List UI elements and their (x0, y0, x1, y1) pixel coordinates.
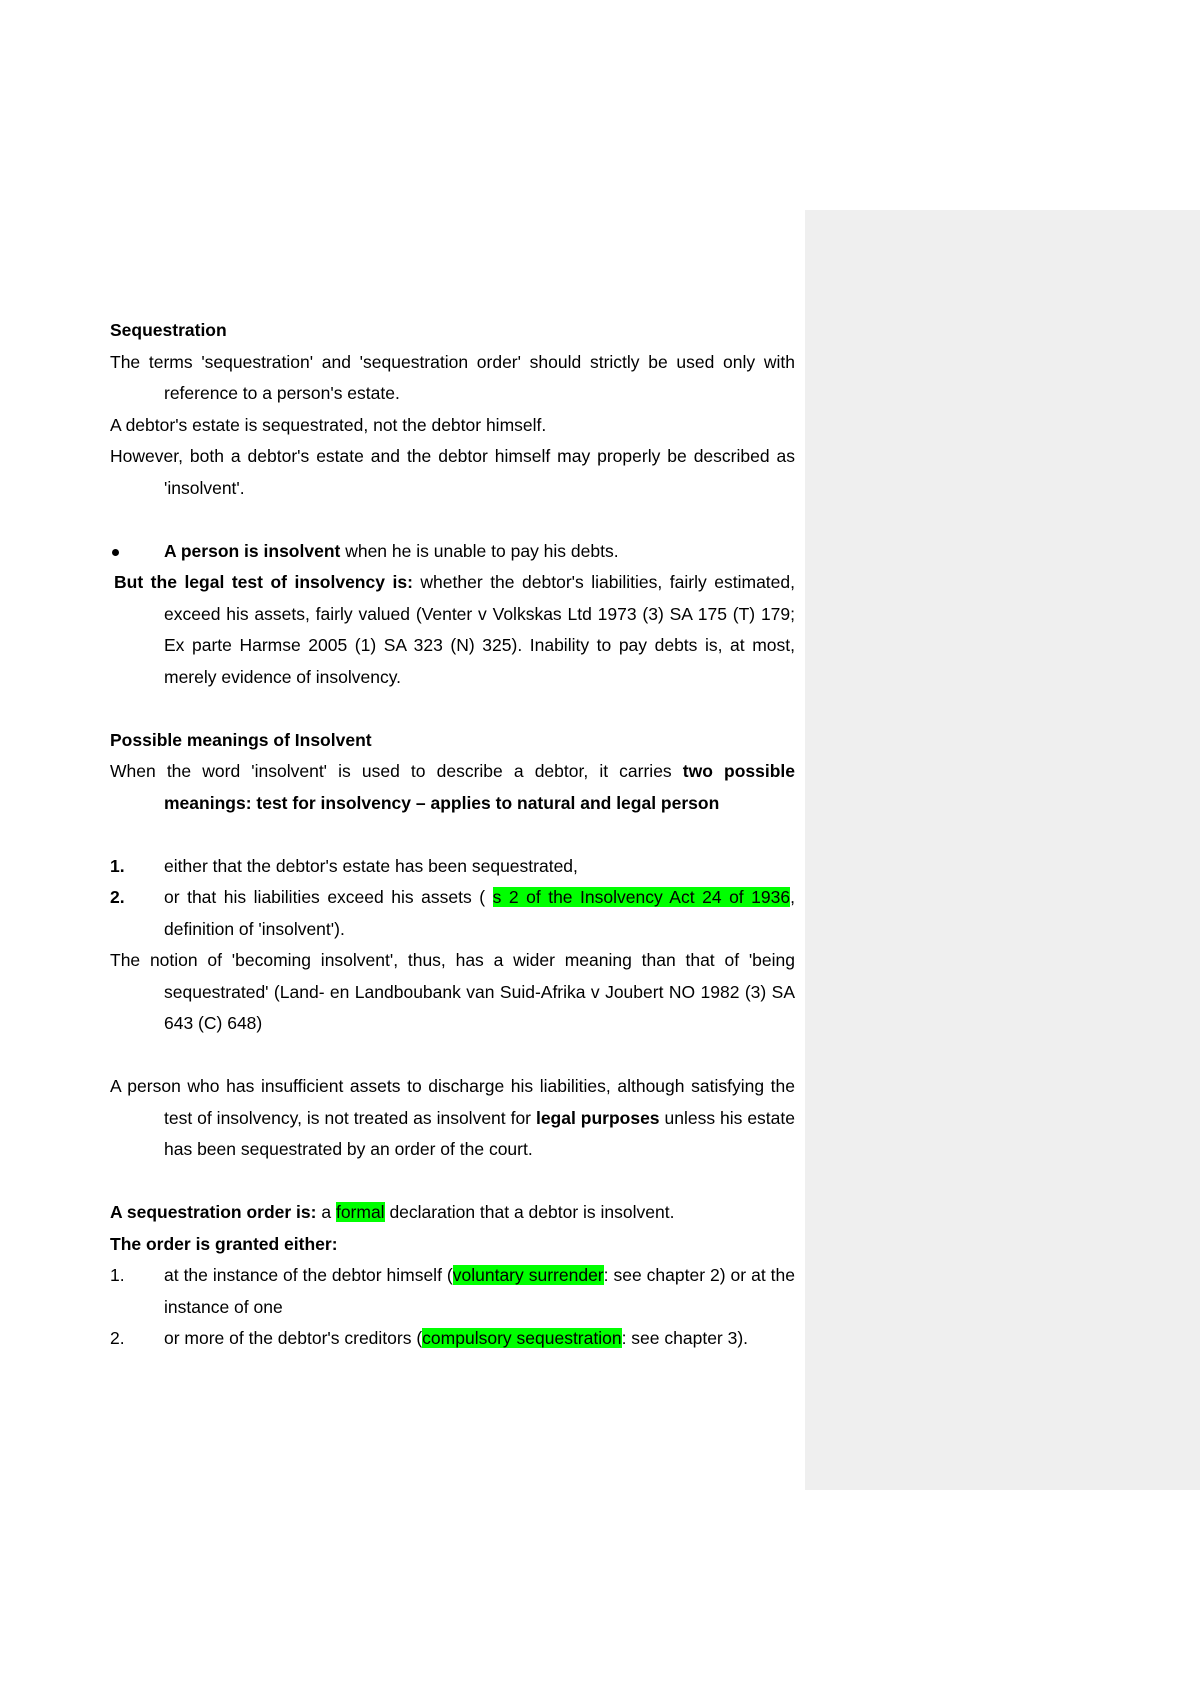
highlight-voluntary-surrender: voluntary surrender (452, 1265, 604, 1285)
granted-list-item: 2. or more of the debtor's creditors (compulsory sequestration: see chapter 3). (110, 1328, 749, 1348)
paragraph-estate-sequestrated: A debtor's estate is sequestrated, not the debtor himself. (110, 414, 547, 435)
highlight-compulsory-sequestration: compulsory sequestration (422, 1328, 622, 1348)
paragraph-terms: The terms 'sequestration' and 'sequestration order' should strictly be used only with reference to a person's estate. (110, 351, 795, 403)
granted-list-item: 1. at the instance of the debtor himself (voluntary surrender: see chapter 2) or at the instance of one (110, 1265, 795, 1317)
highlight-formal: formal (335, 1202, 385, 1222)
bullet-icon (112, 549, 119, 556)
paragraph-becoming-insolvent: The notion of 'becoming insolvent', thus, has a wider meaning than that of 'being sequestrated' (Land- en Landboubank van Suid-Afrika v Joubert NO 1982 (3) SA 643 (C) 648) (110, 950, 795, 1033)
meanings-list-item: 2. or that his liabilities exceed his assets ( s 2 of the Insolvency Act 24 of 1936, definition of 'insolvent'). (110, 887, 795, 939)
spacer (110, 1040, 795, 1072)
spacer (110, 819, 795, 851)
paragraph-meanings-intro: When the word 'insolvent' is used to describe a debtor, it carries two possible meanings: test for insolvency – applies to natural and legal person (110, 761, 796, 813)
spacer (110, 693, 795, 725)
spacer (110, 504, 795, 536)
heading-possible-meanings: Possible meanings of Insolvent (110, 729, 372, 750)
paragraph-sequestration-order: A sequestration order is: a formal declaration that a debtor is insolvent. (110, 1202, 675, 1222)
paragraph-insufficient-assets: A person who has insufficient assets to discharge his liabilities, although satisfying the test of insolvency, is not treated as insolvent for legal purposes unless his estate has been sequestrated by an order of the court. (110, 1076, 795, 1159)
comment-margin-pane (805, 210, 1200, 1490)
spacer (110, 1166, 795, 1198)
paragraph-insolvent-description: However, both a debtor's estate and the debtor himself may properly be described as 'insolvent'. (110, 446, 795, 498)
heading-sequestration: Sequestration (110, 320, 227, 340)
bullet-person-insolvent: A person is insolvent when he is unable to pay his debts. (110, 536, 795, 568)
highlight-insolvency-act: s 2 of the Insolvency Act 24 of 1936 (492, 887, 791, 907)
paragraph-order-granted: The order is granted either: (110, 1233, 338, 1254)
meanings-list-item: 1. either that the debtor's estate has been sequestrated, (110, 855, 578, 876)
paragraph-legal-test: But the legal test of insolvency is: whether the debtor's liabilities, fairly estimated, exceed his assets, fairly valued (Venter v Volkskas Ltd 1973 (3) SA 175 (T) 179; Ex parte Harmse 2005 (1) SA 323 (N) 325). Inability to pay debts is, at most, merely evidence of insolvency. (114, 572, 795, 687)
document-body (110, 315, 795, 1355)
